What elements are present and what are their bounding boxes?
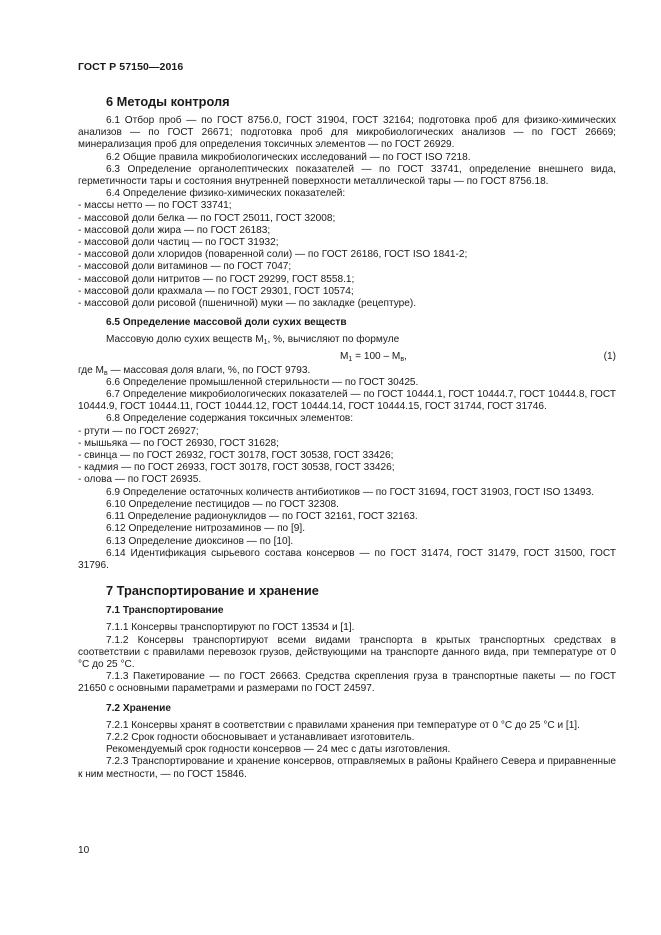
list-item: - массовой доли витаминов — по ГОСТ 7047; bbox=[78, 261, 292, 273]
subsection-7-1-title: 7.1 Транспортирование bbox=[106, 605, 224, 617]
page-number: 10 bbox=[78, 845, 90, 856]
paragraph-6-2: 6.2 Общие правила микробиологических исследований — по ГОСТ ISO 7218. bbox=[106, 151, 471, 163]
paragraph-6-3: 6.3 Определение органолептических показателей — по ГОСТ 33741, определение внешнего вида, герметичности тары и состояния внутренней поверхности металлической тары — по ГОСТ 8756.18. bbox=[78, 163, 616, 188]
list-item: - массовой доли крахмала — по ГОСТ 29301, ГОСТ 10574; bbox=[78, 285, 354, 297]
formula-expression: $М_1 = 100 - М_в$, bbox=[340, 350, 407, 363]
paragraph-6-12: 6.12 Определение нитрозаминов — по [9]. bbox=[106, 523, 306, 535]
section-6-title: 6 Методы контроля bbox=[106, 94, 230, 109]
paragraph-7-1-3: 7.1.3 Пакетирование — по ГОСТ 26663. Средства скрепления груза в транспортные пакеты — по ГОСТ 21650 с основными параметрами и размерами по ГОСТ 24597. bbox=[78, 671, 616, 695]
paragraph-6-13: 6.13 Определение диоксинов — по [10]. bbox=[106, 535, 294, 547]
paragraph-7-1-1: 7.1.1 Консервы транспортируют по ГОСТ 13534 и [1]. bbox=[106, 622, 355, 634]
subsection-7-2-title: 7.2 Хранение bbox=[106, 702, 171, 714]
list-item: - свинца — по ГОСТ 26932, ГОСТ 30178, ГОСТ 30538, ГОСТ 33426; bbox=[78, 450, 394, 462]
section-7-title: 7 Транспортирование и хранение bbox=[106, 583, 319, 599]
list-item: - массовой доли белка — по ГОСТ 25011, ГОСТ 32008; bbox=[78, 212, 336, 224]
paragraph-7-1-2: 7.1.2 Консервы транспортируют всеми видами транспорта в крытых транспортных средствах в соответствии с правилами перевозок грузов, действующими на транспорте данного вида, при температуре от 0 °С до 25 °С. bbox=[78, 634, 616, 670]
list-item: - массовой доли жира — по ГОСТ 26183; bbox=[78, 224, 271, 236]
paragraph-6-11: 6.11 Определение радионуклидов — по ГОСТ 32161, ГОСТ 32163. bbox=[106, 511, 418, 523]
paragraph-6-10: 6.10 Определение пестицидов — по ГОСТ 32308. bbox=[106, 498, 339, 510]
subsection-6-5-title: 6.5 Определение массовой доли сухих веществ bbox=[106, 317, 347, 329]
list-item: - массовой доли нитритов — по ГОСТ 29299, ГОСТ 8558.1; bbox=[78, 273, 355, 285]
paragraph-6-7: 6.7 Определение микробиологических показателей — по ГОСТ 10444.1, ГОСТ 10444.7, ГОСТ 10444.8, ГОСТ 10444.9, ГОСТ 10444.11, ГОСТ 10444.12, ГОСТ 10444.14, ГОСТ 10444.15, ГОСТ 31744, ГОСТ 31746. bbox=[78, 389, 616, 413]
formula-intro: Массовую долю сухих веществ $М_1$, %, вычисляют по формуле bbox=[106, 334, 400, 347]
paragraph-7-2-2-recommendation: Рекомендуемый срок годности консервов — 24 мес с даты изготовления. bbox=[106, 744, 451, 756]
list-item: - мышьяка — по ГОСТ 26930, ГОСТ 31628; bbox=[78, 437, 279, 449]
paragraph-7-2-1: 7.2.1 Консервы хранят в соответствии с правилами хранения при температуре от 0 °С до 25 °С и [1]. bbox=[106, 719, 580, 731]
list-item: - олова — по ГОСТ 26935. bbox=[78, 474, 202, 486]
list-item: - кадмия — по ГОСТ 26933, ГОСТ 30178, ГОСТ 30538, ГОСТ 33426; bbox=[78, 462, 395, 474]
paragraph-6-4: 6.4 Определение физико-химических показателей: bbox=[106, 188, 346, 200]
paragraph-6-9: 6.9 Определение остаточных количеств антибиотиков — по ГОСТ 31694, ГОСТ 31903, ГОСТ ISO 13493. bbox=[106, 486, 595, 498]
paragraph-6-6: 6.6 Определение промышленной стерильности — по ГОСТ 30425. bbox=[106, 376, 419, 388]
formula-1 bbox=[78, 349, 616, 365]
list-item: - массовой доли частиц — по ГОСТ 31932; bbox=[78, 237, 279, 249]
list-item: - массы нетто — по ГОСТ 33741; bbox=[78, 200, 232, 212]
list-item: - ртути — по ГОСТ 26927; bbox=[78, 425, 199, 437]
paragraph-6-1: 6.1 Отбор проб — по ГОСТ 8756.0, ГОСТ 31904, ГОСТ 32164; подготовка проб для физико-химических анализов — по ГОСТ 26671; подготовка проб для микробиологических анализов — по ГОСТ 26669; минерализация проб для определения токсичных элементов — по ГОСТ 26929. bbox=[78, 115, 616, 151]
list-item: - массовой доли рисовой (пшеничной) муки — по закладке (рецептуре). bbox=[78, 298, 417, 310]
formula-where: где $М_в$ — массовая доля влаги, %, по ГОСТ 9793. bbox=[78, 364, 311, 377]
page-content bbox=[78, 94, 616, 781]
paragraph-6-14: 6.14 Идентификация сырьевого состава консервов — по ГОСТ 31474, ГОСТ 31479, ГОСТ 31500, ГОСТ 31796. bbox=[78, 547, 616, 571]
paragraph-7-2-3: 7.2.3 Транспортирование и хранение консервов, отправляемых в районы Крайнего Севера и приравненные к ним местности, — по ГОСТ 15846. bbox=[78, 756, 616, 780]
list-item: - массовой доли хлоридов (поваренной соли) — по ГОСТ 26186, ГОСТ ISO 1841-2; bbox=[78, 249, 468, 261]
paragraph-7-2-2: 7.2.2 Срок годности обосновывает и устанавливает изготовитель. bbox=[106, 731, 415, 743]
formula-number: (1) bbox=[603, 350, 616, 362]
document-code-header: ГОСТ Р 57150—2016 bbox=[78, 61, 184, 73]
paragraph-6-8: 6.8 Определение содержания токсичных элементов: bbox=[106, 413, 354, 425]
